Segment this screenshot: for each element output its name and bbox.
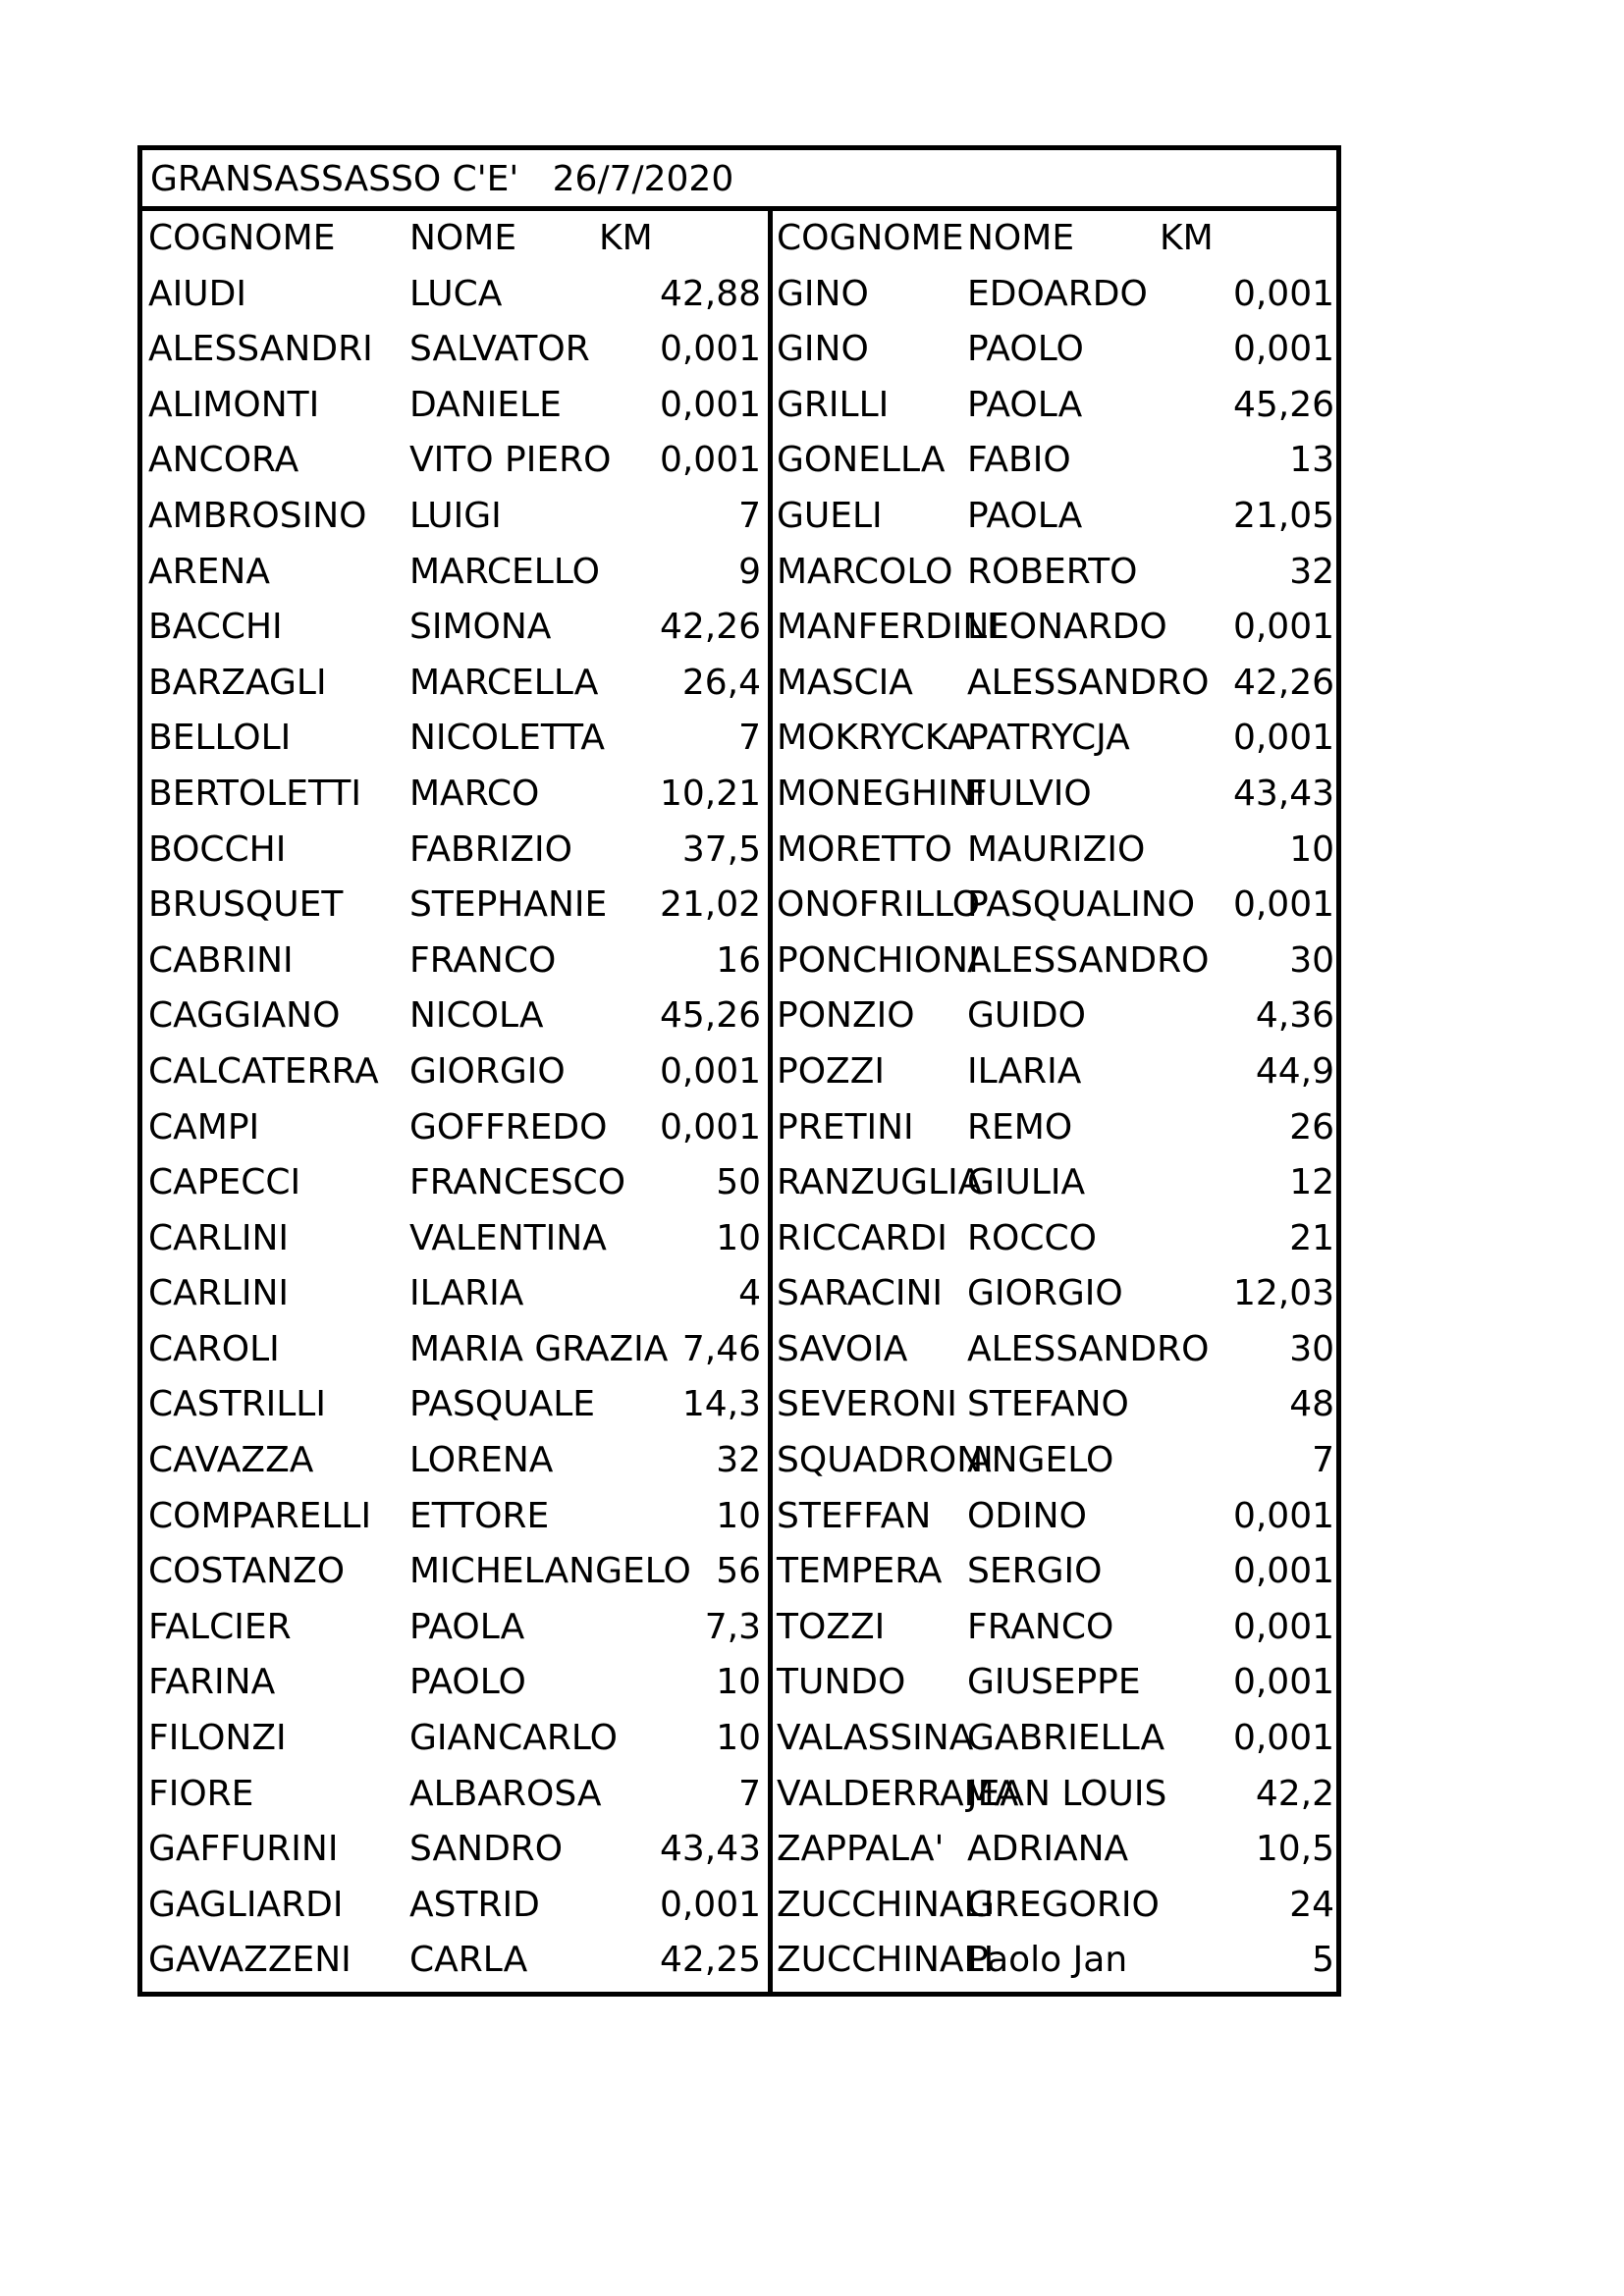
surname-cell: RICCARDI <box>777 1217 947 1258</box>
table-row <box>142 1933 768 1989</box>
km-cell: 4,36 <box>1255 995 1334 1037</box>
surname-cell: MARCOLO <box>777 551 953 592</box>
table-row <box>773 656 1336 712</box>
table-row <box>142 1433 768 1489</box>
table-row <box>142 1767 768 1823</box>
name-cell: PAOLA <box>967 384 1083 425</box>
surname-cell: GINO <box>777 273 869 314</box>
header-row <box>773 211 1336 267</box>
name-cell: ODINO <box>967 1495 1087 1536</box>
surname-cell: RANZUGLIA <box>777 1162 983 1203</box>
name-cell: ETTORE <box>409 1495 550 1536</box>
name-cell: MARCO <box>409 773 540 814</box>
surname-cell: SEVERONI <box>777 1384 957 1425</box>
table-row <box>142 878 768 934</box>
name-cell: ILARIA <box>967 1050 1082 1092</box>
name-cell: ALESSANDRO <box>967 939 1210 981</box>
table-row <box>773 1655 1336 1711</box>
left-table-body <box>142 267 768 1989</box>
km-cell: 10,5 <box>1255 1829 1334 1870</box>
surname-cell: MASCIA <box>777 662 913 703</box>
km-cell: 42,88 <box>659 273 761 314</box>
surname-cell: CALCATERRA <box>148 1050 379 1092</box>
table-row <box>773 823 1336 879</box>
km-cell: 56 <box>716 1551 761 1592</box>
surname-cell: SARACINI <box>777 1273 943 1314</box>
name-cell: MARIA GRAZIA <box>409 1328 669 1369</box>
surname-cell: GAFFURINI <box>148 1829 339 1870</box>
km-cell: 14,3 <box>681 1384 761 1425</box>
km-cell: 7 <box>1312 1440 1334 1481</box>
km-cell: 0,001 <box>659 1106 761 1148</box>
name-cell: PAOLO <box>967 329 1084 370</box>
table-row <box>142 1322 768 1378</box>
name-cell: MARCELLO <box>409 551 600 592</box>
surname-cell: TOZZI <box>777 1606 886 1647</box>
km-cell: 0,001 <box>659 329 761 370</box>
surname-cell: GRILLI <box>777 384 890 425</box>
name-cell: STEFANO <box>967 1384 1129 1425</box>
km-cell: 5 <box>1312 1940 1334 1981</box>
surname-cell: STEFFAN <box>777 1495 932 1536</box>
surname-cell: CARLINI <box>148 1273 289 1314</box>
table-row <box>773 878 1336 934</box>
table-row <box>142 711 768 767</box>
name-cell: PASQUALE <box>409 1384 595 1425</box>
surname-cell: CAGGIANO <box>148 995 341 1037</box>
table-row <box>773 1711 1336 1767</box>
name-cell: SALVATOR <box>409 329 590 370</box>
name-cell: PAOLA <box>409 1606 525 1647</box>
table-row <box>142 322 768 378</box>
name-cell: VITO PIERO <box>409 440 612 481</box>
name-cell: GIORGIO <box>409 1050 566 1092</box>
surname-cell: GINO <box>777 329 869 370</box>
table-row <box>142 1377 768 1433</box>
km-cell: 50 <box>716 1162 761 1203</box>
name-cell: GABRIELLA <box>967 1718 1165 1759</box>
km-cell: 37,5 <box>681 828 761 870</box>
name-cell: SANDRO <box>409 1829 564 1870</box>
km-cell: 24 <box>1289 1884 1334 1925</box>
right-column <box>773 211 1336 1989</box>
table-row <box>773 1044 1336 1100</box>
results-table <box>137 145 1341 1997</box>
table-row <box>773 1767 1336 1823</box>
km-cell: 44,9 <box>1255 1050 1334 1092</box>
name-cell: ALESSANDRO <box>967 1328 1210 1369</box>
surname-cell: COMPARELLI <box>148 1495 372 1536</box>
header-name: NOME <box>409 218 517 258</box>
surname-cell: ONOFRILLO <box>777 884 981 926</box>
km-cell: 0,001 <box>659 384 761 425</box>
km-cell: 7 <box>738 718 761 759</box>
name-cell: Paolo Jan <box>967 1940 1128 1981</box>
table-row <box>142 1100 768 1156</box>
surname-cell: BOCCHI <box>148 828 287 870</box>
name-cell: MARCELLA <box>409 662 599 703</box>
name-cell: FABIO <box>967 440 1071 481</box>
km-cell: 10 <box>716 1718 761 1759</box>
right-table-body <box>773 267 1336 1989</box>
surname-cell: BACCHI <box>148 607 283 648</box>
surname-cell: PRETINI <box>777 1106 914 1148</box>
km-cell: 16 <box>716 939 761 981</box>
name-cell: MICHELANGELO <box>409 1551 691 1592</box>
km-cell: 0,001 <box>1232 1718 1334 1759</box>
name-cell: PASQUALINO <box>967 884 1196 926</box>
header-surname: COGNOME <box>777 218 964 258</box>
name-cell: MAURIZIO <box>967 828 1146 870</box>
name-cell: ILARIA <box>409 1273 524 1314</box>
surname-cell: GAVAZZENI <box>148 1940 352 1981</box>
title-row <box>142 150 1336 211</box>
table-row <box>773 1544 1336 1600</box>
km-cell: 21 <box>1289 1217 1334 1258</box>
surname-cell: CASTRILLI <box>148 1384 326 1425</box>
table-row <box>773 1433 1336 1489</box>
name-cell: REMO <box>967 1106 1073 1148</box>
km-cell: 43,43 <box>1232 773 1334 814</box>
table-row <box>773 1933 1336 1989</box>
name-cell: GIUSEPPE <box>967 1662 1141 1703</box>
km-cell: 0,001 <box>1232 1606 1334 1647</box>
table-row <box>773 267 1336 323</box>
name-cell: EDOARDO <box>967 273 1148 314</box>
km-cell: 42,26 <box>1232 662 1334 703</box>
name-cell: GOFFREDO <box>409 1106 608 1148</box>
name-cell: ROBERTO <box>967 551 1138 592</box>
name-cell: GIANCARLO <box>409 1718 618 1759</box>
name-cell: GIORGIO <box>967 1273 1123 1314</box>
table-row <box>773 545 1336 601</box>
table-row <box>142 1655 768 1711</box>
km-cell: 0,001 <box>1232 1495 1334 1536</box>
name-cell: ASTRID <box>409 1884 540 1925</box>
km-cell: 10 <box>716 1217 761 1258</box>
surname-cell: TEMPERA <box>777 1551 943 1592</box>
surname-cell: GONELLA <box>777 440 946 481</box>
name-cell: LUCA <box>409 273 503 314</box>
table-row <box>773 1878 1336 1934</box>
name-cell: SIMONA <box>409 607 552 648</box>
surname-cell: FILONZI <box>148 1718 287 1759</box>
name-cell: FRANCO <box>409 939 557 981</box>
km-cell: 0,001 <box>1232 273 1334 314</box>
table-row <box>142 767 768 823</box>
km-cell: 26 <box>1289 1106 1334 1148</box>
km-cell: 10 <box>716 1495 761 1536</box>
surname-cell: GUELI <box>777 495 883 536</box>
name-cell: ALESSANDRO <box>967 662 1210 703</box>
km-cell: 7,46 <box>681 1328 761 1369</box>
name-cell: GREGORIO <box>967 1884 1160 1925</box>
km-cell: 0,001 <box>1232 718 1334 759</box>
surname-cell: ZAPPALA' <box>777 1829 945 1870</box>
km-cell: 9 <box>738 551 761 592</box>
table-row <box>142 1155 768 1211</box>
km-cell: 48 <box>1289 1384 1334 1425</box>
table-row <box>773 600 1336 656</box>
surname-cell: ALESSANDRI <box>148 329 373 370</box>
table-row <box>773 711 1336 767</box>
table-row <box>773 1100 1336 1156</box>
table-row <box>773 1489 1336 1545</box>
km-cell: 42,25 <box>659 1940 761 1981</box>
table-row <box>142 600 768 656</box>
surname-cell: BRUSQUET <box>148 884 344 926</box>
km-cell: 10 <box>716 1662 761 1703</box>
table-row <box>142 489 768 545</box>
km-cell: 42,26 <box>659 607 761 648</box>
table-row <box>142 433 768 489</box>
table-row <box>142 823 768 879</box>
surname-cell: BARZAGLI <box>148 662 327 703</box>
table-row <box>773 378 1336 434</box>
km-cell: 10 <box>1289 828 1334 870</box>
name-cell: JEAN LOUIS <box>967 1773 1167 1814</box>
km-cell: 0,001 <box>1232 1662 1334 1703</box>
surname-cell: MORETTO <box>777 828 952 870</box>
surname-cell: MANFERDINI <box>777 607 1000 648</box>
surname-cell: CARLINI <box>148 1217 289 1258</box>
km-cell: 45,26 <box>1232 384 1334 425</box>
name-cell: STEPHANIE <box>409 884 608 926</box>
table-row <box>142 988 768 1044</box>
name-cell: ROCCO <box>967 1217 1097 1258</box>
table-row <box>773 767 1336 823</box>
name-cell: SERGIO <box>967 1551 1103 1592</box>
surname-cell: AIUDI <box>148 273 246 314</box>
km-cell: 0,001 <box>1232 884 1334 926</box>
table-row <box>773 489 1336 545</box>
surname-cell: CAROLI <box>148 1328 280 1369</box>
surname-cell: FALCIER <box>148 1606 292 1647</box>
name-cell: LEONARDO <box>967 607 1167 648</box>
surname-cell: CAPECCI <box>148 1162 301 1203</box>
table-row <box>142 934 768 989</box>
km-cell: 13 <box>1289 440 1334 481</box>
table-row <box>773 1211 1336 1267</box>
surname-cell: PONCHIONI <box>777 939 979 981</box>
km-cell: 32 <box>716 1440 761 1481</box>
table-row <box>142 656 768 712</box>
name-cell: FULVIO <box>967 773 1092 814</box>
surname-cell: SQUADRONI <box>777 1440 994 1481</box>
table-row <box>142 1878 768 1934</box>
km-cell: 12,03 <box>1232 1273 1334 1314</box>
table-row <box>773 1155 1336 1211</box>
table-row <box>142 1044 768 1100</box>
surname-cell: MOKRYCKA <box>777 718 972 759</box>
surname-cell: ARENA <box>148 551 270 592</box>
surname-cell: SAVOIA <box>777 1328 908 1369</box>
km-cell: 0,001 <box>1232 1551 1334 1592</box>
surname-cell: GAGLIARDI <box>148 1884 344 1925</box>
name-cell: FABRIZIO <box>409 828 572 870</box>
name-cell: NICOLETTA <box>409 718 606 759</box>
table-row <box>142 1211 768 1267</box>
name-cell: GIULIA <box>967 1162 1086 1203</box>
surname-cell: ZUCCHINALI <box>777 1884 995 1925</box>
name-cell: FRANCESCO <box>409 1162 626 1203</box>
km-cell: 10,21 <box>659 773 761 814</box>
km-cell: 45,26 <box>659 995 761 1037</box>
name-cell: PAOLA <box>967 495 1083 536</box>
km-cell: 21,05 <box>1232 495 1334 536</box>
header-km: KM <box>599 218 653 258</box>
km-cell: 0,001 <box>1232 329 1334 370</box>
km-cell: 30 <box>1289 939 1334 981</box>
surname-cell: ZUCCHINALI <box>777 1940 995 1981</box>
header-name: NOME <box>967 218 1075 258</box>
km-cell: 7 <box>738 495 761 536</box>
table-row <box>142 1489 768 1545</box>
table-row <box>142 545 768 601</box>
km-cell: 7 <box>738 1773 761 1814</box>
table-row <box>142 1711 768 1767</box>
km-cell: 30 <box>1289 1328 1334 1369</box>
table-row <box>142 1266 768 1322</box>
table-row <box>773 1322 1336 1378</box>
km-cell: 43,43 <box>659 1829 761 1870</box>
surname-cell: BELLOLI <box>148 718 292 759</box>
surname-cell: BERTOLETTI <box>148 773 361 814</box>
surname-cell: CAVAZZA <box>148 1440 314 1481</box>
table-row <box>773 1600 1336 1656</box>
km-cell: 26,4 <box>681 662 761 703</box>
km-cell: 0,001 <box>659 440 761 481</box>
km-cell: 21,02 <box>659 884 761 926</box>
table-row <box>142 378 768 434</box>
surname-cell: ANCORA <box>148 440 299 481</box>
surname-cell: VALDERRAMA <box>777 1773 1019 1814</box>
km-cell: 0,001 <box>1232 607 1334 648</box>
surname-cell: CAMPI <box>148 1106 260 1148</box>
name-cell: PAOLO <box>409 1662 526 1703</box>
table-row <box>142 267 768 323</box>
name-cell: ADRIANA <box>967 1829 1129 1870</box>
table-row <box>773 322 1336 378</box>
name-cell: GUIDO <box>967 995 1086 1037</box>
surname-cell: COSTANZO <box>148 1551 346 1592</box>
surname-cell: AMBROSINO <box>148 495 367 536</box>
surname-cell: POZZI <box>777 1050 885 1092</box>
name-cell: FRANCO <box>967 1606 1114 1647</box>
surname-cell: TUNDO <box>777 1662 906 1703</box>
km-cell: 42,2 <box>1255 1773 1334 1814</box>
surname-cell: PONZIO <box>777 995 915 1037</box>
table-row <box>773 988 1336 1044</box>
surname-cell: MONEGHINI <box>777 773 986 814</box>
surname-cell: CABRINI <box>148 939 294 981</box>
header-surname: COGNOME <box>148 218 336 258</box>
header-km: KM <box>1160 218 1214 258</box>
header-row <box>142 211 768 267</box>
surname-cell: VALASSINA <box>777 1718 974 1759</box>
table-row <box>773 433 1336 489</box>
surname-cell: ALIMONTI <box>148 384 320 425</box>
name-cell: DANIELE <box>409 384 562 425</box>
name-cell: LORENA <box>409 1440 554 1481</box>
surname-cell: FIORE <box>148 1773 254 1814</box>
table-row <box>142 1600 768 1656</box>
name-cell: NICOLA <box>409 995 544 1037</box>
table-row <box>773 1822 1336 1878</box>
km-cell: 12 <box>1289 1162 1334 1203</box>
surname-cell: FARINA <box>148 1662 276 1703</box>
name-cell: PATRYCJA <box>967 718 1130 759</box>
table-row <box>773 1377 1336 1433</box>
table-row <box>773 1266 1336 1322</box>
table-row <box>142 1544 768 1600</box>
table-row <box>142 1822 768 1878</box>
name-cell: ANGELO <box>967 1440 1114 1481</box>
km-cell: 0,001 <box>659 1884 761 1925</box>
left-column <box>142 211 768 1989</box>
table-row <box>773 934 1336 989</box>
km-cell: 32 <box>1289 551 1334 592</box>
km-cell: 7,3 <box>704 1606 761 1647</box>
name-cell: ALBAROSA <box>409 1773 602 1814</box>
name-cell: CARLA <box>409 1940 528 1981</box>
km-cell: 0,001 <box>659 1050 761 1092</box>
name-cell: VALENTINA <box>409 1217 607 1258</box>
table-title: GRANSASSASSO C'E' 26/7/2020 <box>150 159 734 199</box>
km-cell: 4 <box>738 1273 761 1314</box>
name-cell: LUIGI <box>409 495 502 536</box>
